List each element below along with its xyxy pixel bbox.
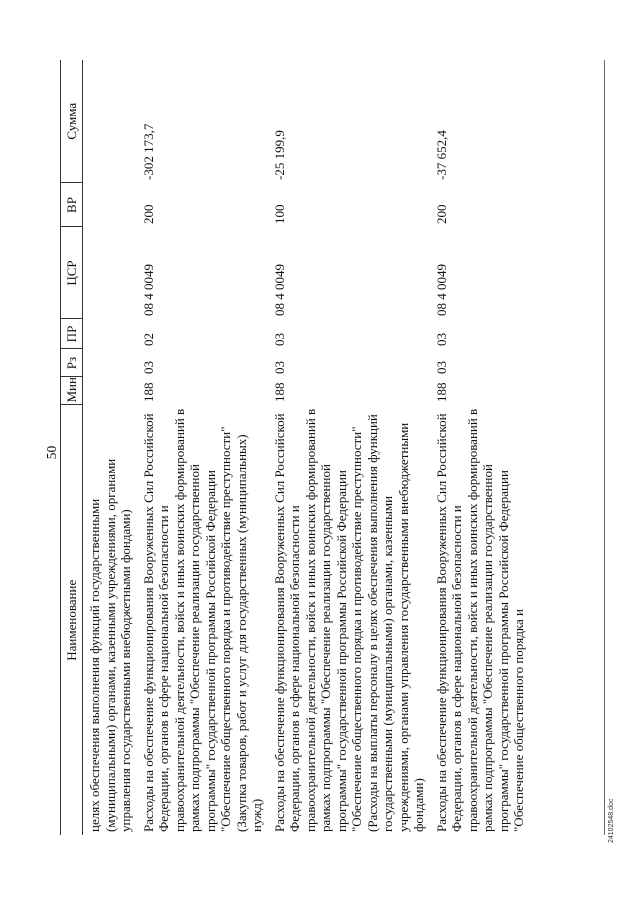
row-min [83, 377, 137, 405]
row-rz: 03 [433, 361, 449, 374]
row-pr: 03 [271, 333, 287, 346]
row-min: 188 [140, 382, 156, 402]
row-rz: 03 [271, 361, 287, 374]
column-header-pr: ПР [61, 319, 83, 349]
table-row [83, 60, 137, 835]
row-min: 188 [271, 382, 287, 402]
row-sum [83, 60, 137, 183]
column-header-vr: ВР [61, 183, 83, 227]
table-row [430, 60, 530, 835]
column-header-sum: Сумма [61, 60, 83, 183]
table-header-row [61, 60, 83, 835]
row-pr [83, 319, 137, 349]
row-sum: -37 652,4 [433, 130, 449, 180]
row-rz: 03 [140, 361, 156, 374]
row-rz [83, 349, 137, 377]
row-vr [83, 183, 137, 227]
row-name: Расходы на обеспечение функционирования Вооруженных Сил Российской Федерации, органов в сфере национальной безопасности и правоохранительной деятельности, войск и иных воинских формирований в рамках подпрограммы "Обеспечение реализации государственной программы" государственной программы Российской Федерации "Обеспечение общественного порядка и противодействие преступности" (Закупка товаров, работ и услуг для государственных (муниципальных) нужд) [140, 408, 264, 832]
row-csr: 08 4 0049 [271, 264, 287, 316]
page-number: 50 [44, 445, 59, 460]
row-pr: 02 [140, 333, 156, 346]
row-csr: 08 4 0049 [140, 264, 156, 316]
row-min: 188 [433, 382, 449, 402]
row-pr: 03 [433, 333, 449, 346]
column-header-min: Мин [61, 377, 83, 405]
row-sum: -302 173,7 [140, 123, 156, 180]
row-csr [83, 227, 137, 319]
row-name: Расходы на обеспечение функционирования Вооруженных Сил Российской Федерации, органов в сфере национальной безопасности и правоохранительной деятельности, войск и иных воинских формирований в рамках подпрограммы "Обеспечение реализации государственной программы" государственной программы Российской Федерации "Обеспечение общественного порядка и [433, 408, 526, 832]
table-row [137, 60, 268, 835]
footer-divider [604, 60, 605, 835]
row-vr: 200 [433, 204, 449, 224]
row-vr: 200 [140, 204, 156, 224]
row-csr: 08 4 0049 [433, 264, 449, 316]
table-row [268, 60, 430, 835]
row-name: Расходы на обеспечение функционирования Вооруженных Сил Российской Федерации, органов в сфере национальной безопасности и правоохранительной деятельности, войск и иных воинских формирований в рамках подпрограммы "Обеспечение реализации государственной программы" государственной программы Российской Федерации "Обеспечение общественного порядка и противодействие преступности" (Расходы на выплаты персоналу в целях обеспечения выполнения функций государственными (муниципальными) органами, казенными учреждениями, органами управления государственными внебюджетными фондами) [271, 408, 426, 832]
row-name: целях обеспечения выполнения функций государственными (муниципальными) органами, казенными учреждениями, органами управления государственными внебюджетными фондами) [87, 458, 133, 832]
budget-table [60, 60, 530, 835]
column-header-name: Наименование [61, 405, 83, 835]
row-vr: 100 [271, 204, 287, 224]
column-header-csr: ЦСР [61, 227, 83, 319]
document-filename: 24102548.doc [608, 798, 615, 843]
column-header-rz: Рз [61, 349, 83, 377]
row-sum: -25 199,9 [271, 130, 287, 180]
